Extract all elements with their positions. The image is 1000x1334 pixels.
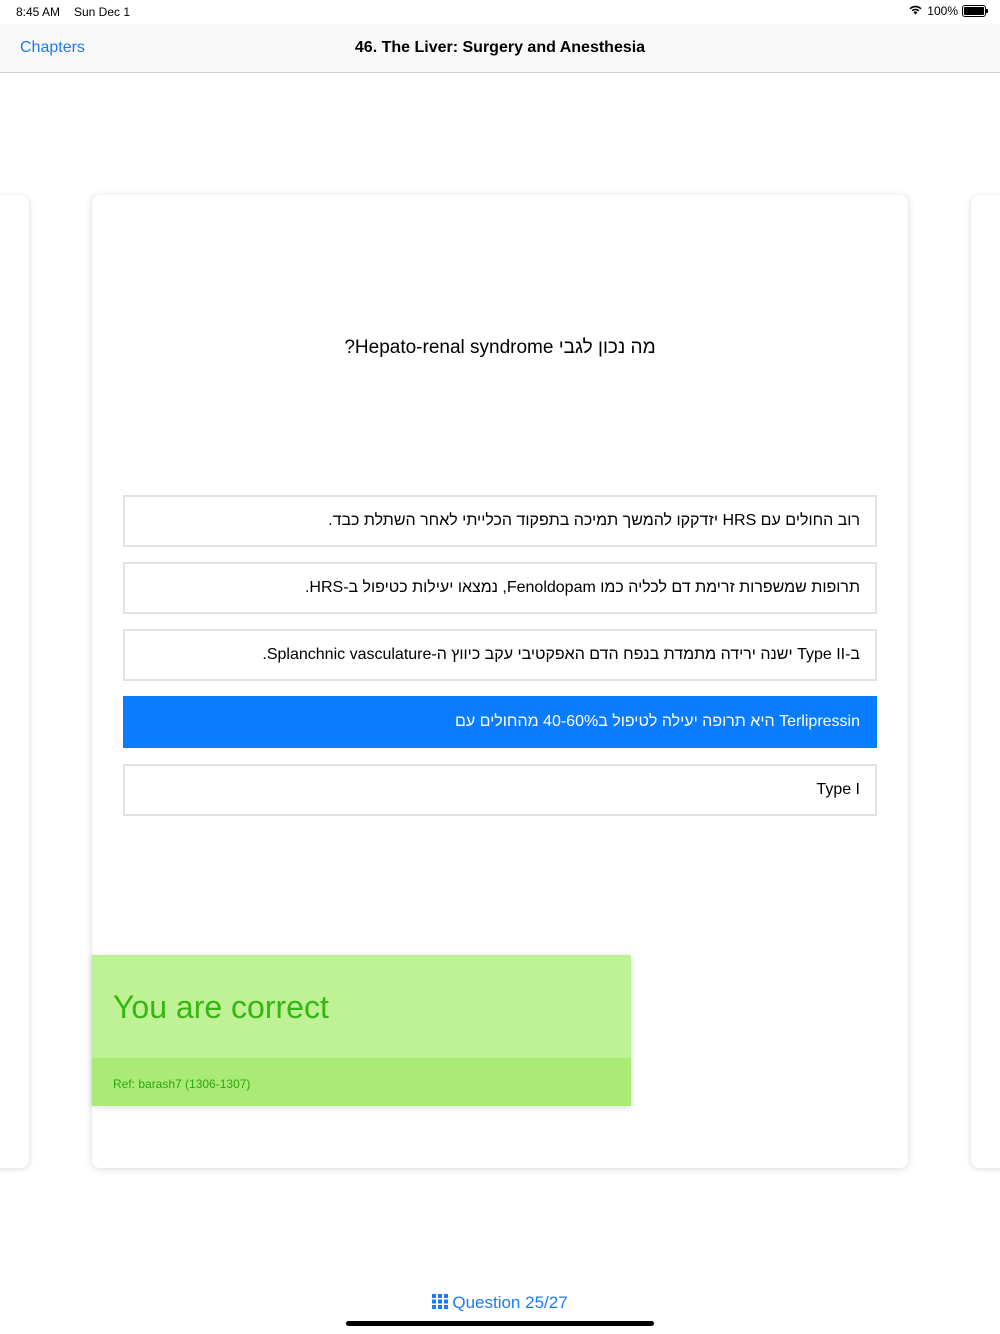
answer-option-2[interactable]: תרופות שמשפרות זרימת דם לכליה כמו Fenoldopam, נמצאו יעילות כטיפול ב-HRS. bbox=[123, 562, 877, 614]
home-indicator[interactable] bbox=[346, 1321, 654, 1326]
navigation-bar bbox=[0, 24, 1000, 73]
grid-icon bbox=[432, 1294, 448, 1309]
status-right bbox=[908, 4, 986, 18]
answer-option-3[interactable]: ב-Type II ישנה ירידה מתמדת בנפח הדם האפקטיבי עקב כיווץ ה-Splanchnic vasculature. bbox=[123, 629, 877, 681]
battery-percent: 100% bbox=[927, 4, 958, 18]
status-date: Sun Dec 1 bbox=[74, 5, 131, 19]
status-bar bbox=[0, 0, 1000, 24]
previous-question-card[interactable] bbox=[0, 195, 29, 1168]
result-reference-bar bbox=[92, 1058, 631, 1106]
result-reference: Ref: barash7 (1306-1307) bbox=[113, 1077, 251, 1091]
result-title: You are correct bbox=[113, 989, 329, 1025]
battery-icon bbox=[962, 5, 986, 17]
result-panel bbox=[92, 955, 631, 1106]
answer-option-4-selected[interactable]: Terlipressin היא תרופה יעילה לטיפול ב40-60% מהחולים עם bbox=[123, 696, 877, 748]
result-header bbox=[92, 955, 631, 1058]
chapters-back-button[interactable]: Chapters bbox=[20, 39, 85, 56]
answer-option-5[interactable]: Type I bbox=[123, 764, 877, 816]
status-time: 8:45 AM bbox=[16, 5, 61, 19]
page-title: 46. The Liver: Surgery and Anesthesia bbox=[354, 39, 646, 56]
wifi-icon bbox=[908, 4, 923, 18]
question-counter-label: Question 25/27 bbox=[452, 1293, 568, 1312]
next-question-card[interactable] bbox=[971, 195, 1000, 1168]
question-counter-button[interactable] bbox=[0, 1293, 1000, 1313]
question-text: מה נכון לגבי Hepato-renal syndrome? bbox=[344, 337, 656, 358]
answer-option-1[interactable]: רוב החולים עם HRS יזדקקו להמשך תמיכה בתפקוד הכלייתי לאחר השתלת כבד. bbox=[123, 495, 877, 547]
